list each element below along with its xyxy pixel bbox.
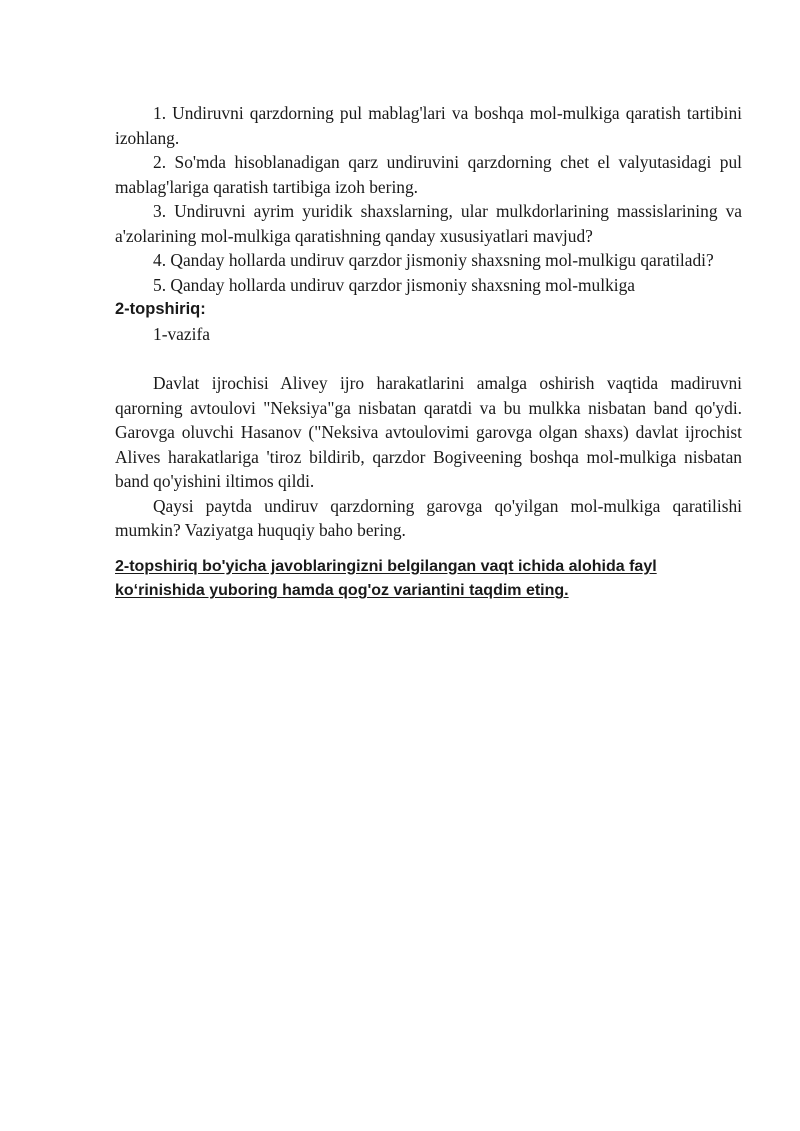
question-2: 2. So'mda hisoblanadigan qarz undiruvini qarzdorning chet el valyutasidagi pul mablag'lariga qaratish tartibiga izoh bering. — [115, 152, 742, 197]
spacer — [115, 543, 742, 555]
spacer — [115, 346, 742, 371]
question-4: 4. Qanday hollarda undiruv qarzdor jismoniy shaxsning mol-mulkigu qaratiladi? — [153, 250, 714, 270]
case-paragraph-2: Qaysi paytda undiruv qarzdorning garovga qo'yilgan mol-mulkiga qaratilishi mumkin? Vaziyatga huquqiy baho bering. — [115, 495, 742, 540]
question-5: 5. Qanday hollarda undiruv qarzdor jismoniy shaxsning mol-mulkiga — [153, 274, 636, 295]
instruction-note: 2-topshiriq bo'yicha javoblaringizni belgilangan vaqt ichida alohida fayl ko‘rinishida yuboring hamda qog'oz variantini taqdim eting. — [115, 557, 657, 599]
task-heading: 2-topshiriq: — [115, 300, 206, 318]
task-subheading: 1-vazifa — [153, 323, 210, 344]
document-body — [115, 101, 742, 604]
question-3: 3. Undiruvni ayrim yuridik shaxslarning, ular mulkdorlarining massislarining va a'zolarining mol-mulkiga qaratishning qanday xususiyatlari mavjud? — [115, 201, 742, 246]
case-paragraph-1: Davlat ijrochisi Alivey ijro harakatlarini amalga oshirish vaqtida madiruvni qarorning avtoulovi "Neksiya"ga nisbatan qaratdi va bu mulkka nisbatan band qo'ydi. Garovga oluvchi Hasanov ("Neksiva avtoulovimi garovga olgan shaxs) davlat ijrochist Alives harakatlariga 'tiroz bildirib, qarzdor Bogiveening boshqa mol-mulkiga nisbatan band qo'yishini iltimos qildi. — [115, 373, 742, 491]
question-1: 1. Undiruvni qarzdorning pul mablag'lari va boshqa mol-mulkiga qaratish tartibini izohlang. — [115, 103, 742, 148]
